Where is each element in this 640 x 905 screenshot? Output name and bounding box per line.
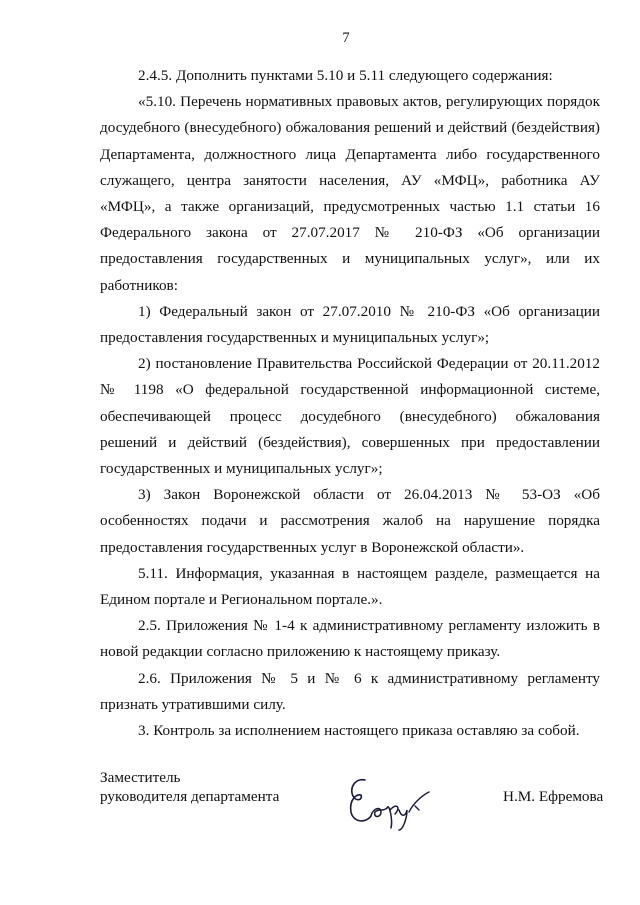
paragraph-2-5: 2.5. Приложения № 1-4 к административному регламенту изложить в новой редакции согласно приложению к настоящему приказу. (100, 617, 600, 661)
paragraph-2-4-5: 2.4.5. Дополнить пунктами 5.10 и 5.11 следующего содержания: (138, 67, 553, 84)
document-body (100, 63, 600, 744)
paragraph-item-3: 3) Закон Воронежской области от 26.04.2013 № 53-ОЗ «Об особенностях подачи и рассмотрения жалоб на нарушение порядка предоставления государственных услуг в Воронежской области». (100, 486, 600, 556)
paragraph-5-11: 5.11. Информация, указанная в настоящем разделе, размещается на Едином портале и Региональном портале.». (100, 564, 600, 609)
paragraph-5-10: «5.10. Перечень нормативных правовых актов, регулирующих порядок досудебного (внесудебного) обжалования решений и действий (бездействия) Департамента, должностного лица Департамента либо государственного служащего, центра занятости населения, АУ «МФЦ», работника АУ «МФЦ», а также организаций, предусмотренных частью 1.1 статьи 16 Федерального закона от 27.07.2017 № 210-ФЗ «Об организации предоставления государственных и муниципальных услуг», или их работников: (100, 93, 600, 294)
paragraph-2-6: 2.6. Приложения № 5 и № 6 к административному регламенту признать утратившими силу. (100, 669, 600, 713)
paragraph-item-2: 2) постановление Правительства Российской Федерации от 20.11.2012 № 1198 «О федеральной государственной информационной системе, обеспечивающей процесс досудебного (внесудебного) обжалования решений и действий (бездействия), совершенных при предоставлении государственных и муниципальных услуг»; (100, 355, 600, 478)
paragraph-3: 3. Контроль за исполнением настоящего приказа оставляю за собой. (138, 722, 580, 740)
handwritten-signature (343, 772, 438, 832)
signatory-title-line2: руководителя департамента (100, 788, 280, 805)
paragraph-item-1: 1) Федеральный закон от 27.07.2010 № 210-ФЗ «Об организации предоставления государственных и муниципальных услуг»; (100, 302, 600, 347)
page-number: 7 (342, 30, 350, 46)
signatory-name: Н.М. Ефремова (503, 788, 604, 805)
signatory-title (100, 768, 279, 806)
signatory-title-line1: Заместитель (100, 769, 181, 786)
